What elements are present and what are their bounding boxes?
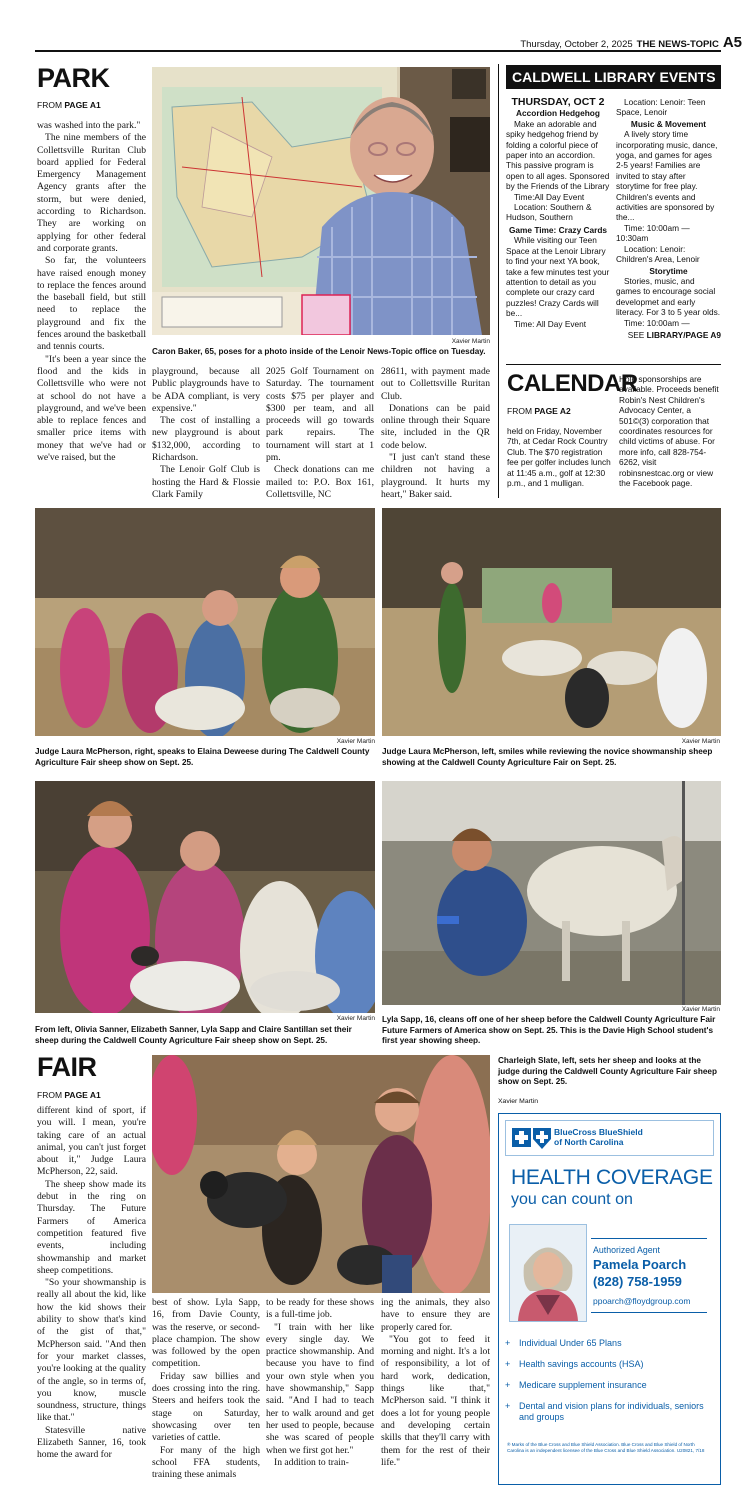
masthead-date: Thursday, October 2, 2025 <box>520 39 633 50</box>
fair-photo-3-credit: Xavier Martin <box>336 1015 375 1022</box>
list-item: + Individual Under 65 Plans <box>505 1338 622 1348</box>
fair-photo-5-credit: Xavier Martin <box>498 1098 539 1105</box>
library-header: CALDWELL LIBRARY EVENTS <box>506 65 721 89</box>
sidebar-rule <box>506 364 721 365</box>
fair-photo-4 <box>382 781 721 1005</box>
park-column-4: 28611, with payment made out to Collettsville Ruritan Club. Donations can be paid online through their Square site, included in the QR code below. "I just can't stand these children not having a playground. It hurts my heart," Baker said. <box>381 366 490 500</box>
fair-photo-1-credit: Xavier Martin <box>336 738 375 745</box>
fair-column-3: to be ready for these shows is a full-time job. "I train with her like every single day. We practice showmanship. And because you have to find your own style when you have showmanship," Sapp said. "And I had to teach her to walk around and get her used to people, because she was scared of people when we first got her." In addition to train- <box>266 1297 374 1468</box>
ad-brand-bar <box>505 1120 714 1156</box>
library-column-2: Location: Lenoir: Teen Space, Lenoir Music & Movement A lively story time incorporating music, dance, yoga, and games for ages 2-5 years! Families are invited to stay after storytime for free play. Children's events and activities are sponsored by the... Time: 10:00am — 10:30am Location: Lenoir: Children's Area, Lenoir Storytime Stories, music, and games to encourage social developmet and early literacy. For 3 to 5 year olds. Time: 10:00am — SEE LIBRARY/PAGE A9 <box>616 97 721 340</box>
event-title: Game Time: Crazy Cards <box>508 224 608 235</box>
ad-subheadline: you can count on <box>511 1191 633 1208</box>
event-title: Music & Movement <box>630 118 707 129</box>
list-item: + Dental and vision plans for individuals, seniors and groups <box>505 1401 704 1422</box>
agent-label: Authorized Agent <box>593 1245 661 1255</box>
fair-column-1: different kind of sport, if you will. I mean, you're taking care of an actual animal, you can't just forget about it," Judge Laura McPherson, 22, said. The sheep show made its debut in the ring on Thursday. The Future Farmers of America competition featured five events, including showmanship and market sheep competitions. "So your showmanship is really all about the kid, like how the kid shows their ability to show that's kind of the gist of that," McPherson said. "And then for your market classes, you're looking at the quality of the angle, so in terms of, you know, muscle soundness, structure, things like that." Statesville native Elizabeth Sanner, 16, took home the award for <box>37 1105 146 1461</box>
park-column-2: playground, because all Public playgrounds have to be ADA compliant, is very expensive." The cost of installing a new playground is about $132,000, according to Richardson. The Lenoir Golf Club is hosting the Hard & Flossie Clark Family <box>152 366 260 500</box>
fair-headline: FAIR <box>37 1052 97 1082</box>
fair-photo-1-caption: Judge Laura McPherson, right, speaks to Elaina Deweese during The Caldwell County Agriculture Fair sheep show on Sept. 25. <box>35 747 370 767</box>
park-from: FROM PAGE A1 <box>37 100 101 110</box>
calendar-column-1: held on Friday, November 7th, at Cedar Rock Country Club. The $70 registration fee per golfer includes lunch at 11:45 a.m., golf at 12:30 p.m., and 1 mulligan. <box>507 426 611 489</box>
masthead-rule <box>35 50 721 52</box>
agent-email[interactable]: ppoarch@floydgroup.com <box>593 1296 691 1306</box>
masthead <box>520 34 742 51</box>
fair-photo-2-credit: Xavier Martin <box>681 738 720 745</box>
fair-photo-4-caption: Lyla Sapp, 16, cleans off one of her sheep before the Caldwell County Agriculture Fair Future Farmers of America show on Sept. 25. This is the Davie High School student's first year showing sheep. <box>382 1015 716 1045</box>
masthead-paper: THE NEWS-TOPIC <box>636 39 719 50</box>
agent-name: Pamela Poarch <box>593 1257 687 1272</box>
park-column-3: 2025 Golf Tournament on Saturday. The tournament costs $75 per player and $300 per team, and all proceeds will go towards park repairs. The tournament will start at 1 pm. Check donations can me mailed to: P.O. Box 161, Collettsville, NC <box>266 366 374 500</box>
park-photo-caption: Caron Baker, 65, poses for a photo inside of the Lenoir News-Topic office on Tuesday. <box>152 347 486 356</box>
event-title: Storytime <box>649 265 688 276</box>
ad-fineprint: ® Marks of the Blue Cross and Blue Shield Association. Blue Cross and Blue Shield of North Carolina is an independent licensee of the Blue Cross and Blue Shield Association. U20821, 7/18 <box>507 1442 705 1453</box>
fair-column-4: ing the animals, they also have to ensure they are properly cared for. "You got to feed it morning and night. It's a lot of responsibility, a lot of hard work, dedication, things like that," McPherson said. "I think it does a lot for young people and developing certain skills that they'll carry with them for the rest of their life." <box>381 1297 490 1468</box>
library-column-1: THURSDAY, OCT 2 Accordion Hedgehog Make an adorable and spiky hedgehog friend by folding a colorful piece of paper into an accordion. This passive program is open to all ages. Sponsored by the Friends of the Library Time:All Day Event Location: Southern & Hudson, Southern Game Time: Crazy Cards While visiting our Teen Space at the Lenoir Library to find your next YA book, take a few minutes test your attention to detail as you complete our crazy card puzzles! Crazy Cards will be... Time: All Day Event <box>506 96 610 329</box>
calendar-headline: CALENDAR <box>507 370 638 397</box>
masthead-page: A5 <box>722 34 742 51</box>
fair-photo-3-caption: From left, Olivia Sanner, Elizabeth Sanner, Lyla Sapp and Claire Santillan set their sheep during the Caldwell County Agriculture Fair sheep show on Sept. 25. <box>35 1025 352 1045</box>
list-item: + Medicare supplement insurance <box>505 1380 647 1390</box>
calendar-column-2: Hole sponsorships are available. Proceeds benefit Robin's Nest Children's Advocacy Center, a 501©(3) corporation that coordinates resources for child victims of abuse. For more info, call 828-754-6262, visit robinsnestcac.org or view the Facebook page. <box>619 374 719 489</box>
bcbs-ad[interactable] <box>498 1113 721 1485</box>
ad-headline: HEALTH COVERAGE <box>511 1166 713 1189</box>
fair-photo-4-credit: Xavier Martin <box>681 1006 720 1013</box>
agent-rule-bottom <box>591 1312 707 1313</box>
agent-portrait-icon <box>510 1225 586 1321</box>
park-headline: PARK <box>37 63 110 93</box>
photo-caron-baker <box>152 67 490 335</box>
agent-phone[interactable]: (828) 758-1959 <box>593 1274 682 1289</box>
bcbs-logo-icon <box>512 1126 552 1150</box>
list-item: + Health savings accounts (HSA) <box>505 1359 644 1369</box>
calendar-from: FROM PAGE A2 <box>507 406 571 416</box>
ad-plan-list <box>505 1338 710 1433</box>
fair-from: FROM PAGE A1 <box>37 1090 101 1100</box>
agent-rule <box>591 1238 707 1239</box>
park-photo <box>152 67 490 335</box>
fair-photo-5 <box>152 1055 490 1293</box>
fair-photo-2 <box>382 508 721 736</box>
fair-photo-2-caption: Judge Laura McPherson, left, smiles while reviewing the novice showmanship sheep showing at the Caldwell County Agriculture Fair on Sept. 25. <box>382 747 713 767</box>
library-date: THURSDAY, OCT 2 <box>511 96 605 108</box>
fair-photo-5-caption: Charleigh Slate, left, sets her sheep and looks at the judge during the Caldwell County Agriculture Fair sheep show on Sept. 25. <box>498 1056 717 1086</box>
park-photo-credit: Xavier Martin <box>451 338 490 345</box>
ad-brand-name: BlueCross BlueShield of North Carolina <box>554 1127 643 1147</box>
fair-photo-3 <box>35 781 375 1013</box>
library-jump-link[interactable]: SEE LIBRARY/PAGE A9 <box>627 329 721 340</box>
fair-column-2: best of show. Lyla Sapp, 16, from Davie County, was the reserve, or second-place champion. The show was followed by the open competition. Friday saw billies and does crossing into the ring. Steers and heifers took the stage on Saturday, showcasing over ten varieties of cattle. For many of the high school FFA students, training these animals <box>152 1297 260 1481</box>
agent-photo <box>509 1224 587 1322</box>
column-divider <box>498 64 499 498</box>
park-column-1: was washed into the park." The nine members of the Collettsville Ruritan Club board applied for Federal Emergency Management Agency grants after the storm, but were denied, according to Richardson. They are working on applying for other federal and corporate grants. So far, the volunteers have raised enough money to replace the fences around the baseball field, but still need to replace the playground and fix the fences around the basketball and tennis courts. "It's been a year since the flood and the kids in Collettsville who were not at school do not have a playground, and we've been able to replace fences and smaller price items with money that we've had or we've raised, but the <box>37 120 146 464</box>
fair-photo-1 <box>35 508 375 736</box>
event-title: Accordion Hedgehog <box>516 108 600 119</box>
